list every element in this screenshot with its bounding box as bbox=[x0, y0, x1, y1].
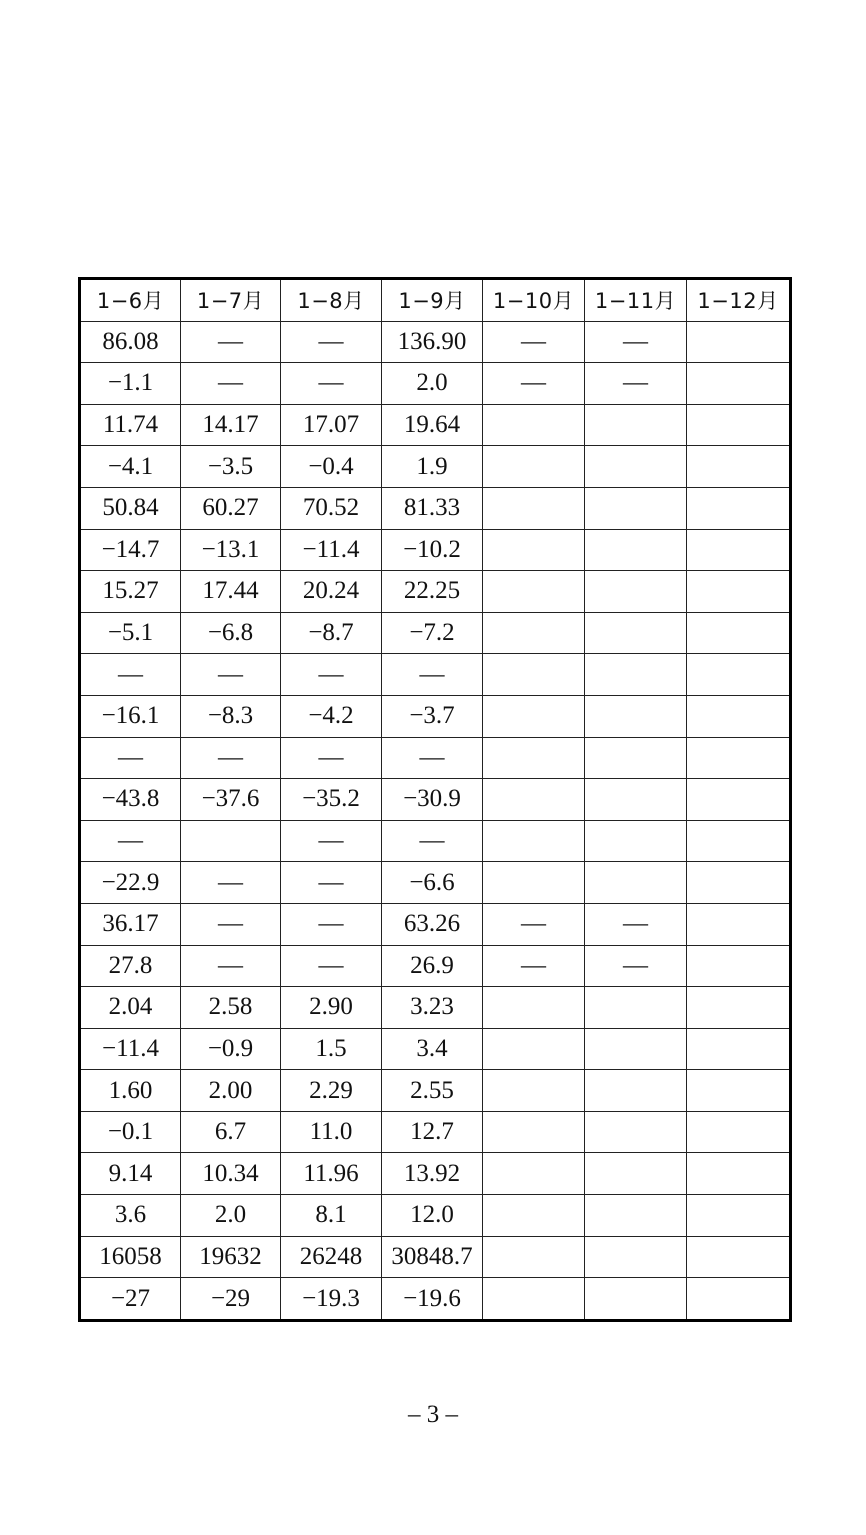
table-row bbox=[80, 404, 791, 446]
table-cell bbox=[585, 1111, 687, 1153]
table-cell: — bbox=[585, 321, 687, 363]
table-cell: 3.4 bbox=[382, 1028, 483, 1070]
statistics-table bbox=[78, 277, 792, 1322]
table-row bbox=[80, 1111, 791, 1153]
table-cell: 27.8 bbox=[80, 945, 181, 987]
table-cell: 2.0 bbox=[181, 1195, 281, 1237]
table-cell bbox=[687, 737, 791, 779]
table-cell: — bbox=[483, 903, 585, 945]
table-row bbox=[80, 1153, 791, 1195]
table-cell: 12.0 bbox=[382, 1195, 483, 1237]
table-cell: — bbox=[281, 903, 382, 945]
table-cell: — bbox=[281, 820, 382, 862]
table-row bbox=[80, 321, 791, 363]
table-cell bbox=[483, 1236, 585, 1278]
table-cell: — bbox=[281, 654, 382, 696]
table-cell bbox=[483, 987, 585, 1029]
table-cell bbox=[585, 862, 687, 904]
table-cell bbox=[483, 446, 585, 488]
table-cell: — bbox=[382, 654, 483, 696]
table-row bbox=[80, 654, 791, 696]
table-cell: — bbox=[181, 654, 281, 696]
table-cell: 2.00 bbox=[181, 1070, 281, 1112]
table-cell: −4.2 bbox=[281, 695, 382, 737]
table-cell: 30848.7 bbox=[382, 1236, 483, 1278]
table-cell bbox=[483, 612, 585, 654]
page-number: – 3 – bbox=[408, 1401, 458, 1428]
column-header: 1−11月 bbox=[585, 279, 687, 322]
table-cell: 15.27 bbox=[80, 571, 181, 613]
table-row bbox=[80, 1070, 791, 1112]
table-cell: 3.6 bbox=[80, 1195, 181, 1237]
table-cell: −11.4 bbox=[80, 1028, 181, 1070]
table-row bbox=[80, 1278, 791, 1321]
table-cell bbox=[483, 404, 585, 446]
table-cell bbox=[585, 695, 687, 737]
table-cell: 9.14 bbox=[80, 1153, 181, 1195]
table-cell: — bbox=[483, 945, 585, 987]
table-cell bbox=[483, 529, 585, 571]
table-cell: −14.7 bbox=[80, 529, 181, 571]
table-cell: 86.08 bbox=[80, 321, 181, 363]
table-cell bbox=[687, 820, 791, 862]
table-cell: — bbox=[382, 737, 483, 779]
table-cell: 11.74 bbox=[80, 404, 181, 446]
table-cell bbox=[483, 1111, 585, 1153]
table-cell bbox=[585, 737, 687, 779]
table-cell: −0.1 bbox=[80, 1111, 181, 1153]
table-cell: 19.64 bbox=[382, 404, 483, 446]
table-cell: 26248 bbox=[281, 1236, 382, 1278]
table-cell: 14.17 bbox=[181, 404, 281, 446]
table-cell: 2.04 bbox=[80, 987, 181, 1029]
table-cell bbox=[585, 1195, 687, 1237]
table-cell: 70.52 bbox=[281, 487, 382, 529]
table-row bbox=[80, 779, 791, 821]
table-cell: −37.6 bbox=[181, 779, 281, 821]
column-header: 1−8月 bbox=[281, 279, 382, 322]
table-cell bbox=[585, 1153, 687, 1195]
column-header: 1−9月 bbox=[382, 279, 483, 322]
table-cell: −35.2 bbox=[281, 779, 382, 821]
table-cell bbox=[687, 1236, 791, 1278]
table-cell bbox=[483, 1153, 585, 1195]
table-cell: −19.3 bbox=[281, 1278, 382, 1321]
table-row bbox=[80, 612, 791, 654]
table-cell bbox=[687, 529, 791, 571]
table-cell: −6.6 bbox=[382, 862, 483, 904]
table-cell: — bbox=[585, 903, 687, 945]
table-cell bbox=[687, 321, 791, 363]
table-cell: 81.33 bbox=[382, 487, 483, 529]
table-cell: — bbox=[181, 945, 281, 987]
column-header: 1−7月 bbox=[181, 279, 281, 322]
table-cell: 63.26 bbox=[382, 903, 483, 945]
table-cell bbox=[483, 737, 585, 779]
table-cell bbox=[687, 571, 791, 613]
table-cell bbox=[585, 446, 687, 488]
table-cell: −16.1 bbox=[80, 695, 181, 737]
column-header: 1−12月 bbox=[687, 279, 791, 322]
table-cell: — bbox=[483, 363, 585, 405]
table-cell: 136.90 bbox=[382, 321, 483, 363]
table-cell: 11.0 bbox=[281, 1111, 382, 1153]
table-cell bbox=[585, 404, 687, 446]
table-cell: — bbox=[281, 737, 382, 779]
table-cell bbox=[687, 612, 791, 654]
table-cell: 16058 bbox=[80, 1236, 181, 1278]
table-cell: −19.6 bbox=[382, 1278, 483, 1321]
table-cell: −22.9 bbox=[80, 862, 181, 904]
table-cell bbox=[585, 529, 687, 571]
table-cell: −5.1 bbox=[80, 612, 181, 654]
table-cell bbox=[687, 1111, 791, 1153]
table-row bbox=[80, 1195, 791, 1237]
table-cell: −6.8 bbox=[181, 612, 281, 654]
table-row bbox=[80, 862, 791, 904]
table-cell bbox=[687, 446, 791, 488]
table-cell: — bbox=[281, 862, 382, 904]
table-cell: 17.07 bbox=[281, 404, 382, 446]
table-row bbox=[80, 820, 791, 862]
header-row bbox=[80, 279, 791, 322]
table-cell: — bbox=[80, 654, 181, 696]
table-cell: −7.2 bbox=[382, 612, 483, 654]
column-header: 1−10月 bbox=[483, 279, 585, 322]
table-cell: −1.1 bbox=[80, 363, 181, 405]
table-cell: −8.3 bbox=[181, 695, 281, 737]
table-cell: −27 bbox=[80, 1278, 181, 1321]
table-cell bbox=[687, 862, 791, 904]
table-row bbox=[80, 446, 791, 488]
table-cell: −43.8 bbox=[80, 779, 181, 821]
table-cell: 1.5 bbox=[281, 1028, 382, 1070]
table-cell bbox=[585, 1028, 687, 1070]
table-cell: — bbox=[181, 737, 281, 779]
table-cell: −0.9 bbox=[181, 1028, 281, 1070]
table-cell: 8.1 bbox=[281, 1195, 382, 1237]
table-row bbox=[80, 1028, 791, 1070]
table-cell: 3.23 bbox=[382, 987, 483, 1029]
table-row bbox=[80, 737, 791, 779]
table-cell: — bbox=[281, 945, 382, 987]
table-cell: — bbox=[181, 321, 281, 363]
table-row bbox=[80, 903, 791, 945]
table-cell bbox=[483, 1195, 585, 1237]
table-cell bbox=[687, 1028, 791, 1070]
table-row bbox=[80, 529, 791, 571]
table-cell: −8.7 bbox=[281, 612, 382, 654]
table-body bbox=[80, 321, 791, 1320]
table-cell bbox=[585, 487, 687, 529]
table-cell bbox=[687, 695, 791, 737]
table-cell bbox=[483, 1070, 585, 1112]
table-cell bbox=[585, 654, 687, 696]
table-cell: 19632 bbox=[181, 1236, 281, 1278]
table-cell: — bbox=[382, 820, 483, 862]
table-row bbox=[80, 1236, 791, 1278]
table-cell: 2.58 bbox=[181, 987, 281, 1029]
table-cell bbox=[687, 1153, 791, 1195]
table-cell bbox=[585, 571, 687, 613]
table-cell: 36.17 bbox=[80, 903, 181, 945]
table-cell: — bbox=[483, 321, 585, 363]
table-cell bbox=[585, 779, 687, 821]
table-cell: −3.7 bbox=[382, 695, 483, 737]
table-cell bbox=[585, 1070, 687, 1112]
table-cell: 60.27 bbox=[181, 487, 281, 529]
table-cell: −29 bbox=[181, 1278, 281, 1321]
table-cell: 6.7 bbox=[181, 1111, 281, 1153]
table-cell: — bbox=[281, 321, 382, 363]
table-cell bbox=[585, 820, 687, 862]
table-cell bbox=[483, 1278, 585, 1321]
table-cell: 13.92 bbox=[382, 1153, 483, 1195]
table-cell: — bbox=[585, 945, 687, 987]
table-cell: 22.25 bbox=[382, 571, 483, 613]
table-cell bbox=[483, 862, 585, 904]
table-cell: 11.96 bbox=[281, 1153, 382, 1195]
table-cell: 2.0 bbox=[382, 363, 483, 405]
table-cell: 1.60 bbox=[80, 1070, 181, 1112]
table-cell: — bbox=[281, 363, 382, 405]
table-row bbox=[80, 571, 791, 613]
table-cell bbox=[483, 1028, 585, 1070]
table-row bbox=[80, 945, 791, 987]
table-cell bbox=[687, 945, 791, 987]
table-cell bbox=[483, 695, 585, 737]
table-row bbox=[80, 987, 791, 1029]
table-cell bbox=[585, 612, 687, 654]
table-row bbox=[80, 695, 791, 737]
table-cell: 2.90 bbox=[281, 987, 382, 1029]
table-cell: — bbox=[80, 737, 181, 779]
table-cell bbox=[687, 363, 791, 405]
table-cell: 20.24 bbox=[281, 571, 382, 613]
table-cell bbox=[585, 987, 687, 1029]
table-cell bbox=[687, 903, 791, 945]
table-cell bbox=[483, 820, 585, 862]
table-cell bbox=[687, 779, 791, 821]
table-cell: −0.4 bbox=[281, 446, 382, 488]
table-cell bbox=[687, 1195, 791, 1237]
table-cell: 1.9 bbox=[382, 446, 483, 488]
table-cell bbox=[483, 654, 585, 696]
table-cell bbox=[181, 820, 281, 862]
table-cell: 2.29 bbox=[281, 1070, 382, 1112]
table-cell: — bbox=[181, 903, 281, 945]
table-cell: 10.34 bbox=[181, 1153, 281, 1195]
table-cell: 26.9 bbox=[382, 945, 483, 987]
table-cell: 17.44 bbox=[181, 571, 281, 613]
table-cell: — bbox=[80, 820, 181, 862]
table-cell: −3.5 bbox=[181, 446, 281, 488]
table-cell: −11.4 bbox=[281, 529, 382, 571]
table-cell bbox=[687, 487, 791, 529]
table-cell bbox=[483, 571, 585, 613]
table-cell: — bbox=[181, 862, 281, 904]
table-cell bbox=[687, 1278, 791, 1321]
table-cell bbox=[483, 779, 585, 821]
table-cell bbox=[687, 987, 791, 1029]
table-cell bbox=[585, 1236, 687, 1278]
table-cell bbox=[687, 404, 791, 446]
table-header bbox=[80, 279, 791, 322]
table-cell bbox=[483, 487, 585, 529]
table-cell: 2.55 bbox=[382, 1070, 483, 1112]
table-cell bbox=[687, 654, 791, 696]
table-cell: −4.1 bbox=[80, 446, 181, 488]
table-row bbox=[80, 363, 791, 405]
table-cell: 50.84 bbox=[80, 487, 181, 529]
table-cell bbox=[585, 1278, 687, 1321]
table-cell: — bbox=[585, 363, 687, 405]
table-cell: −13.1 bbox=[181, 529, 281, 571]
column-header: 1−6月 bbox=[80, 279, 181, 322]
table-cell: −10.2 bbox=[382, 529, 483, 571]
table-cell: — bbox=[181, 363, 281, 405]
table-cell: 12.7 bbox=[382, 1111, 483, 1153]
table-row bbox=[80, 487, 791, 529]
table-cell bbox=[687, 1070, 791, 1112]
table-cell: −30.9 bbox=[382, 779, 483, 821]
